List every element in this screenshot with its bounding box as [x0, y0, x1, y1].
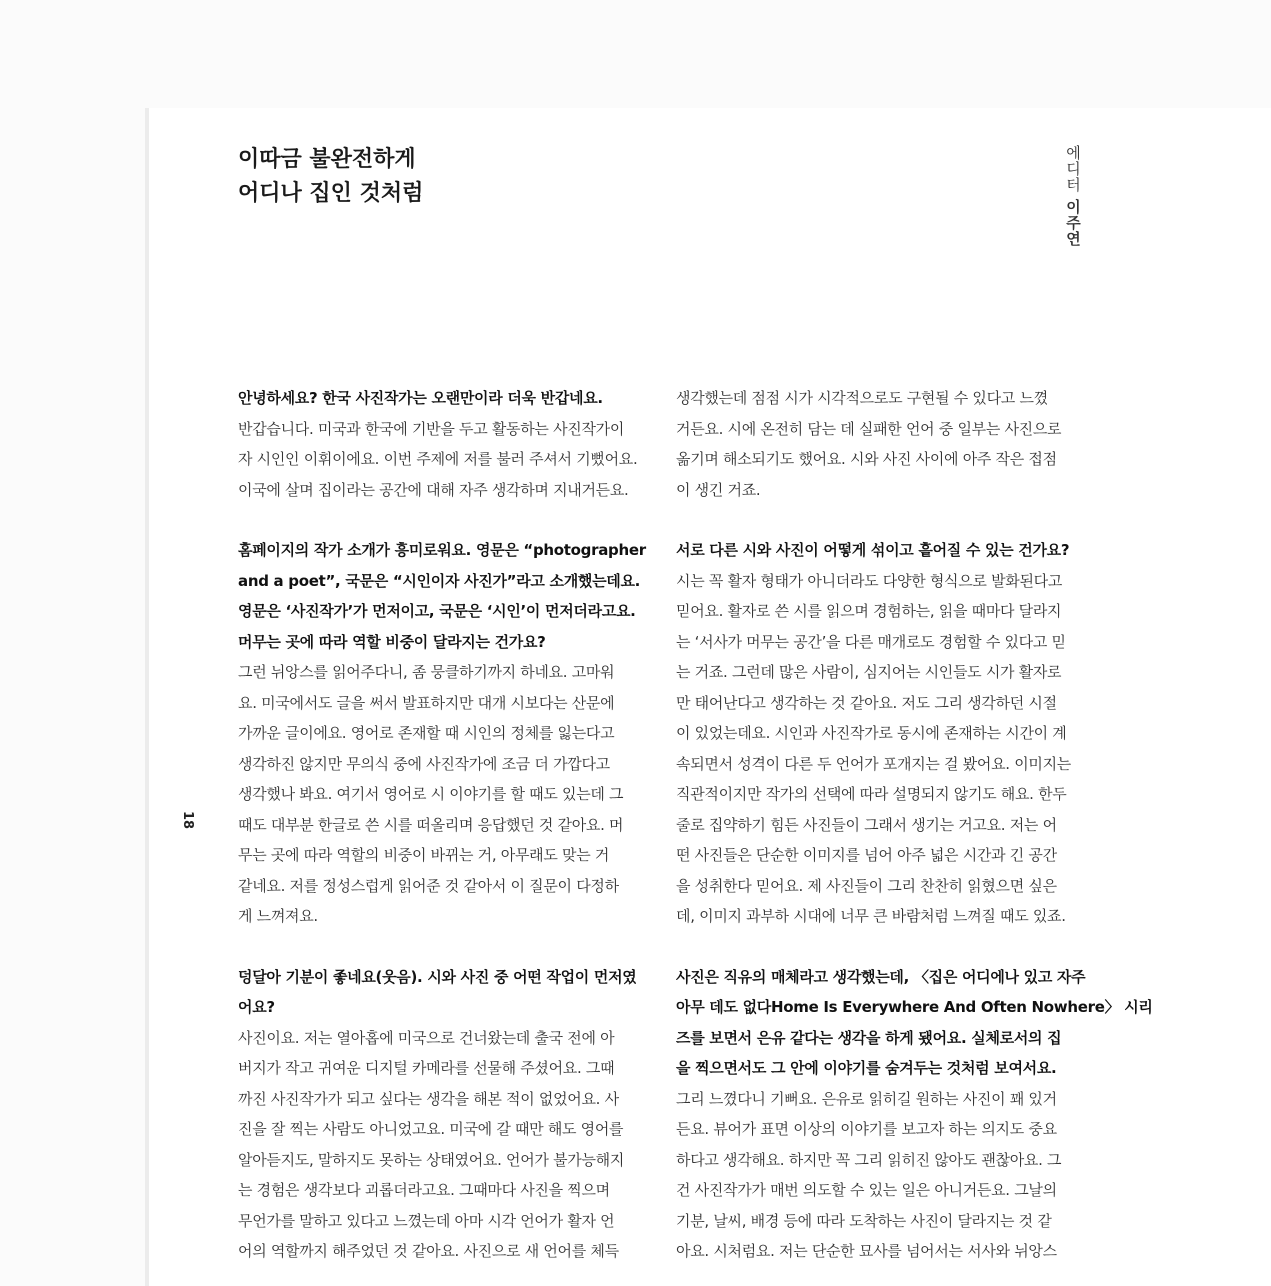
- article-title: [238, 143, 738, 211]
- question-line: 어요?: [238, 998, 275, 1016]
- answer-line: 진을 잘 찍는 사람도 아니었고요. 미국에 갈 때만 해도 영어를: [238, 1120, 624, 1138]
- answer-line: 든요. 뷰어가 표면 이상의 이야기를 보고자 하는 의지도 중요: [676, 1120, 1057, 1138]
- interview-block: [238, 535, 650, 932]
- interview-block: [676, 383, 1088, 505]
- answer-line: 아요. 시처럼요. 저는 단순한 묘사를 넘어서는 서사와 뉘앙스: [676, 1242, 1057, 1260]
- byline-name: 이주연: [1064, 198, 1082, 247]
- answer-line: 이국에 살며 집이라는 공간에 대해 자주 생각하며 지내거든요.: [238, 480, 629, 499]
- answer-line: 알아듣지도, 말하지도 못하는 상태였어요. 언어가 불가능해지: [238, 1150, 625, 1169]
- question-line: 홈페이지의 작가 소개가 흥미로워요. 영문은 “photographer: [238, 541, 646, 559]
- answer-line: 같네요. 저를 정성스럽게 읽어준 것 같아서 이 질문이 다정하: [238, 876, 619, 895]
- answer-line: 까진 사진작가가 되고 싶다는 생각을 해본 적이 없었어요. 사: [238, 1089, 619, 1108]
- article-title-line: 어디나 집인 것처럼: [238, 181, 424, 206]
- answer-line: 그런 뉘앙스를 읽어주다니, 좀 뭉클하기까지 하네요. 고마워: [238, 663, 615, 681]
- answer-line: 데, 이미지 과부하 시대에 너무 큰 바람처럼 느껴질 때도 있죠.: [676, 907, 1066, 925]
- question-line: 영문은 ‘사진작가’가 먼저이고, 국문은 ‘시인’이 먼저더라고요.: [238, 602, 636, 620]
- answer-line: 어의 역할까지 해주었던 것 같아요. 사진으로 새 언어를 체득: [238, 1242, 619, 1260]
- page-number: 18: [180, 811, 195, 830]
- answer-line: 사진이요. 저는 열아홉에 미국으로 건너왔는데 출국 전에 아: [238, 1028, 615, 1047]
- answer-line: 무언가를 말하고 있다고 느꼈는데 아마 시각 언어가 활자 언: [238, 1211, 615, 1230]
- answer-line: 기분, 날씨, 배경 등에 따라 도착하는 사진이 달라지는 것 같: [676, 1211, 1052, 1230]
- answer-line: 거든요. 시에 온전히 담는 데 실패한 언어 중 일부는 사진으로: [676, 419, 1062, 438]
- answer-line: 반갑습니다. 미국과 한국에 기반을 두고 활동하는 사진작가이: [238, 419, 625, 438]
- article-title-line: 이따금 불완전하게: [238, 147, 416, 172]
- answer-line: 건 사진작가가 매번 의도할 수 있는 일은 아니거든요. 그날의: [676, 1181, 1057, 1199]
- answer-line: 자 시인인 이휘이에요. 이번 주제에 저를 불러 주셔서 기뻤어요.: [238, 450, 638, 468]
- answer-line: 버지가 작고 귀여운 디지털 카메라를 선물해 주셨어요. 그때: [238, 1059, 615, 1077]
- byline-role: 에디터: [1064, 145, 1082, 193]
- answer-line: 요. 미국에서도 글을 써서 발표하지만 대개 시보다는 산문에: [238, 693, 615, 712]
- left-column: [238, 383, 650, 1286]
- answer-line: 하다고 생각해요. 하지만 꼭 그리 읽히진 않아도 괜찮아요. 그: [676, 1150, 1062, 1169]
- answer-line: 생각했는데 점점 시가 시각적으로도 구현될 수 있다고 느꼈: [676, 389, 1048, 407]
- byline: [1060, 145, 1086, 247]
- question-line: 안녕하세요? 한국 사진작가는 오랜만이라 더욱 반갑네요.: [238, 389, 603, 407]
- right-column: [676, 383, 1153, 1286]
- answer-line: 이 있었는데요. 시인과 사진작가로 동시에 존재하는 시간이 계: [676, 724, 1067, 742]
- question-line: 을 찍으면서도 그 안에 이야기를 숨겨두는 것처럼 보여서요.: [676, 1059, 1057, 1077]
- question-line: and a poet”, 국문은 “시인이자 사진가”라고 소개했는데요.: [238, 571, 641, 590]
- answer-line: 는 경험은 생각보다 괴롭더라고요. 그때마다 사진을 찍으며: [238, 1181, 610, 1199]
- question-line: 즈를 보면서 은유 같다는 생각을 하게 됐어요. 실체로서의 집: [676, 1028, 1062, 1047]
- answer-line: 가까운 글이에요. 영어로 존재할 때 시인의 정체를 잃는다고: [238, 724, 615, 742]
- interview-block: [676, 962, 1153, 1267]
- question-line: 사진은 직유의 매체라고 생각했는데, 〈집은 어디에나 있고 자주: [676, 967, 1086, 986]
- interview-block: [238, 383, 650, 505]
- answer-line: 는 거죠. 그런데 많은 사람이, 심지어는 시인들도 시가 활자로: [676, 663, 1062, 681]
- answer-line: 그리 느꼈다니 기뻐요. 은유로 읽히길 원하는 사진이 꽤 있거: [676, 1089, 1057, 1108]
- answer-line: 시는 꼭 활자 형태가 아니더라도 다양한 형식으로 발화된다고: [676, 571, 1063, 590]
- answer-line: 무는 곳에 따라 역할의 비중이 바뀌는 거, 아무래도 맞는 거: [238, 846, 610, 864]
- answer-line: 생각하진 않지만 무의식 중에 사진작가에 조금 더 가깝다고: [238, 754, 610, 773]
- answer-line: 만 태어난다고 생각하는 것 같아요. 저도 그리 생각하던 시절: [676, 693, 1057, 712]
- question-line: 머무는 곳에 따라 역할 비중이 달라지는 건가요?: [238, 632, 546, 651]
- question-line: 덩달아 기분이 좋네요(웃음). 시와 사진 중 어떤 작업이 먼저였: [238, 967, 637, 986]
- question-line: 서로 다른 시와 사진이 어떻게 섞이고 흩어질 수 있는 건가요?: [676, 541, 1070, 559]
- answer-line: 는 ‘서사가 머무는 공간’을 다른 매개로도 경험할 수 있다고 믿: [676, 632, 1066, 651]
- interview-block: [238, 962, 650, 1267]
- interview-block: [676, 535, 1088, 932]
- answer-line: 게 느껴져요.: [238, 907, 318, 925]
- page-binding-edge: [145, 108, 149, 1286]
- answer-line: 직관적이지만 작가의 선택에 따라 설명되지 않기도 해요. 한두: [676, 785, 1067, 803]
- answer-line: 옮기며 해소되기도 했어요. 시와 사진 사이에 아주 작은 접점: [676, 450, 1057, 468]
- answer-line: 때도 대부분 한글로 쓴 시를 떠올리며 응답했던 것 같아요. 머: [238, 815, 624, 834]
- question-line: 아무 데도 없다Home Is Everywhere And Often Nowhere〉 시리: [676, 998, 1153, 1016]
- answer-line: 을 성취한다 믿어요. 제 사진들이 그리 찬찬히 읽혔으면 싶은: [676, 876, 1057, 895]
- answer-line: 속되면서 성격이 다른 두 언어가 포개지는 걸 봤어요. 이미지는: [676, 754, 1071, 773]
- answer-line: 이 생긴 거죠.: [676, 480, 761, 499]
- answer-line: 떤 사진들은 단순한 이미지를 넘어 아주 넓은 시간과 긴 공간: [676, 846, 1057, 864]
- answer-line: 생각했나 봐요. 여기서 영어로 시 이야기를 할 때도 있는데 그: [238, 785, 624, 803]
- answer-line: 믿어요. 활자로 쓴 시를 읽으며 경험하는, 읽을 때마다 달라지: [676, 602, 1062, 620]
- answer-line: 줄로 집약하기 힘든 사진들이 그래서 생기는 거고요. 저는 어: [676, 815, 1057, 834]
